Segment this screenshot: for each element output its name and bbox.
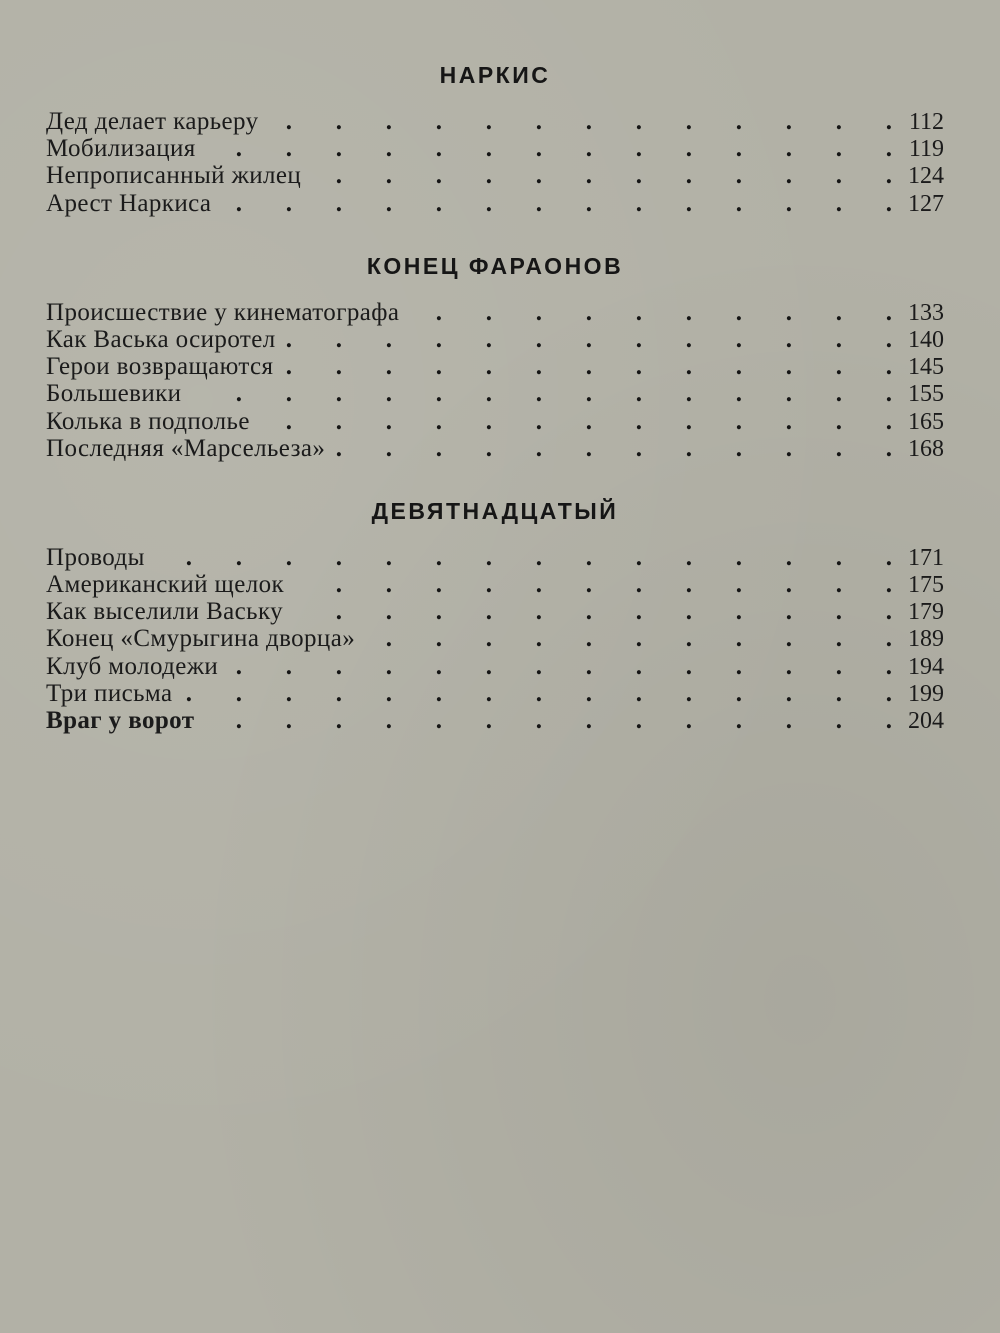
toc-entry	[46, 571, 944, 598]
toc-entry	[46, 162, 944, 189]
entry-page-number: 168	[908, 435, 944, 462]
section-title: КОНЕЦ ФАРАОНОВ	[366, 252, 624, 279]
toc-section-konets-faraonov	[46, 251, 944, 462]
entry-title: Конец «Смурыгина дворца»	[46, 625, 356, 653]
dot-leader	[191, 380, 892, 407]
toc-section-narkis	[46, 60, 944, 217]
entry-page-number: 175	[908, 572, 944, 599]
dot-leader	[182, 680, 892, 707]
toc-entry	[46, 299, 944, 326]
entry-title: Американский щелок	[46, 571, 285, 599]
toc-entry	[46, 380, 944, 407]
entry-page-number: 179	[908, 599, 944, 626]
toc-list	[46, 299, 944, 462]
dot-leader	[409, 299, 892, 326]
entry-title: Мобилизация	[46, 135, 196, 163]
section-title: НАРКИС	[439, 62, 551, 88]
table-of-contents	[46, 60, 944, 768]
entry-page-number: 145	[908, 354, 944, 381]
dot-leader	[260, 408, 892, 435]
entry-title: Большевики	[46, 380, 182, 408]
entry-title: Дед делает карьеру	[46, 108, 259, 135]
entry-title: Проводы	[46, 543, 145, 571]
dot-leader	[365, 625, 892, 652]
toc-entry	[46, 544, 944, 571]
toc-entry	[46, 408, 944, 435]
dot-leader	[228, 653, 892, 680]
toc-entry	[46, 108, 944, 135]
dot-leader	[221, 190, 892, 217]
dot-leader	[335, 435, 892, 462]
toc-entry	[46, 680, 944, 707]
toc-list	[46, 544, 944, 734]
entry-title: Происшествие у кинематографа	[46, 298, 400, 326]
dot-leader	[294, 571, 892, 598]
entry-page-number: 155	[908, 381, 944, 408]
entry-title: Герои возвращаются	[46, 353, 274, 381]
toc-entry	[46, 653, 944, 680]
entry-page-number: 140	[908, 326, 944, 353]
dot-leader	[293, 598, 892, 625]
entry-page-number: 204	[908, 708, 944, 734]
toc-entry	[46, 625, 944, 652]
entry-page-number: 112	[908, 109, 944, 135]
toc-entry	[46, 326, 944, 353]
entry-page-number: 165	[908, 408, 944, 435]
dot-leader	[155, 544, 892, 571]
toc-entry	[46, 435, 944, 462]
section-title: ДЕВЯТНАДЦАТЫЙ	[371, 497, 619, 524]
entry-page-number: 124	[908, 163, 944, 190]
toc-section-devyatnadtsaty	[46, 496, 944, 734]
entry-page-number: 119	[908, 136, 944, 163]
entry-title: Как выселили Ваську	[46, 598, 284, 626]
entry-title: Клуб молодежи	[46, 652, 219, 680]
entry-page-number: 171	[908, 544, 944, 571]
toc-entry	[46, 598, 944, 625]
dot-leader	[311, 162, 892, 189]
entry-title: Арест Наркиса	[46, 189, 212, 217]
entry-page-number: 194	[908, 653, 944, 680]
entry-title: Три письма	[46, 679, 173, 707]
toc-entry	[46, 135, 944, 162]
toc-list	[46, 108, 944, 217]
entry-page-number: 133	[908, 299, 944, 326]
toc-entry	[46, 190, 944, 217]
entry-page-number: 127	[908, 190, 944, 217]
entry-title: Колька в подполье	[46, 407, 250, 435]
dot-leader	[286, 326, 892, 353]
toc-entry	[46, 353, 944, 380]
entry-title: Как Васька осиротел	[46, 325, 276, 353]
toc-entry	[46, 707, 944, 734]
dot-leader	[204, 707, 892, 734]
dot-leader	[269, 108, 893, 135]
entry-page-number: 199	[908, 680, 944, 707]
entry-title: Непрописанный жилец	[46, 162, 302, 190]
dot-leader	[206, 135, 892, 162]
entry-title: Враг у ворот	[46, 707, 195, 734]
dot-leader	[283, 353, 892, 380]
entry-title: Последняя «Марсельеза»	[46, 434, 326, 462]
entry-page-number: 189	[908, 626, 944, 653]
